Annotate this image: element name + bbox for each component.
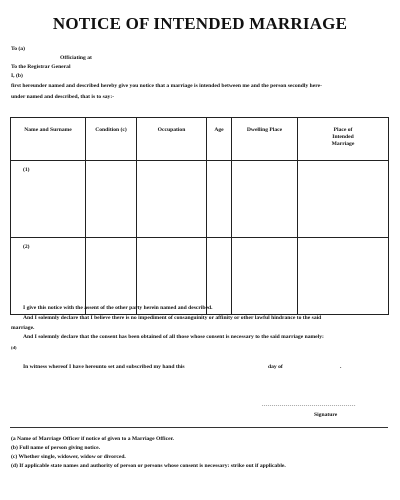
signature-label: Signature xyxy=(314,412,338,418)
place-of-marriage-cell[interactable] xyxy=(298,161,389,238)
witness-statement: In witness whereof I have hereunto set and subscribed my hand this xyxy=(23,364,185,370)
row-label: (2) xyxy=(11,238,86,315)
document-title: NOTICE OF INTENDED MARRIAGE xyxy=(52,14,348,33)
header-line: Marriage xyxy=(331,141,355,147)
row-label: (1) xyxy=(11,161,86,238)
header-line: Intended xyxy=(332,134,354,140)
condition-cell[interactable] xyxy=(86,161,137,238)
table-row xyxy=(11,238,389,315)
footnote-b: (b) Full name of person giving notice. xyxy=(11,445,101,451)
consent-footnote-marker: (d) xyxy=(11,345,17,350)
occupation-cell[interactable] xyxy=(137,161,207,238)
column-header-dwelling-place: Dwelling Place xyxy=(232,118,298,161)
column-header-occupation: Occupation xyxy=(137,118,207,161)
impediment-declaration-line-1: And I solemnly declare that I believe there is no impediment of consanguinity or affinity or other lawful hindrance to the said xyxy=(23,315,322,321)
age-cell[interactable] xyxy=(207,238,232,315)
to-registrar-general: To the Registrar General xyxy=(11,64,71,70)
marriage-particulars-table xyxy=(10,117,389,315)
officiating-at: Officiating at xyxy=(60,55,92,61)
age-cell[interactable] xyxy=(207,161,232,238)
column-header-name-surname: Name and Surname xyxy=(11,118,86,161)
date-period: . xyxy=(340,364,342,370)
condition-cell[interactable] xyxy=(86,238,137,315)
intro-line-2: under named and described, that is to say:- xyxy=(11,94,115,100)
header-line: Place of xyxy=(333,127,353,133)
day-of-label: day of xyxy=(268,364,283,370)
dwelling-place-cell[interactable] xyxy=(232,161,298,238)
table-row xyxy=(11,161,389,238)
signature-line[interactable]: ............................................... xyxy=(262,402,356,408)
column-header-age: Age xyxy=(207,118,232,161)
column-header-place-of-marriage xyxy=(298,118,389,161)
intro-line-1: first hereunder named and described hereby give you notice that a marriage is intended between me and the person secondly here- xyxy=(11,83,322,89)
assent-statement: I give this notice with the assent of the other party herein named and described. xyxy=(23,305,213,311)
footnote-a: (a Name of Marriage Officer if notice of given to a Marriage Officer. xyxy=(11,436,174,442)
footnote-d: (d) If applicable state names and authority of person or persons whose consent is necessary: strike out if applicable. xyxy=(11,463,286,469)
i-line: I, (b) xyxy=(11,73,23,79)
footnote-divider xyxy=(10,427,388,428)
column-header-condition: Condition (c) xyxy=(86,118,137,161)
place-of-marriage-cell[interactable] xyxy=(298,238,389,315)
occupation-cell[interactable] xyxy=(137,238,207,315)
to-line: To (a) xyxy=(11,46,25,52)
consent-declaration: And I solemnly declare that the consent has been obtained of all those whose consent is necessary to the said marriage namely: xyxy=(23,334,324,340)
footnote-c: (c) Whether single, widower, widow or divorced. xyxy=(11,454,126,460)
impediment-declaration-line-2: marriage. xyxy=(11,325,35,331)
dwelling-place-cell[interactable] xyxy=(232,238,298,315)
